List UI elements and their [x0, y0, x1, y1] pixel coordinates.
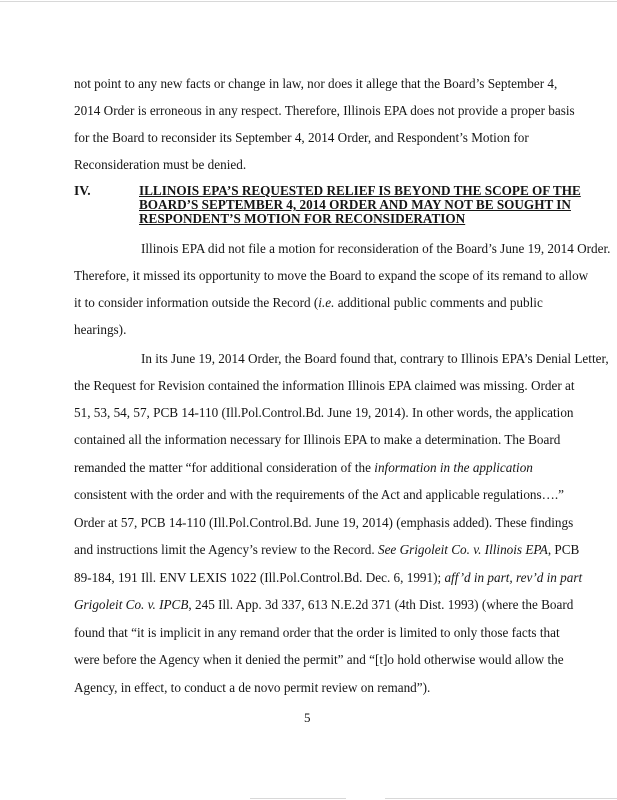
paragraph-3-line-1: In its June 19, 2014 Order, the Board found that, contrary to Illinois EPA’s Denial Letter,	[141, 351, 609, 366]
section-number: IV.	[74, 183, 91, 198]
paragraph-1-line-2: 2014 Order is erroneous in any respect. Therefore, Illinois EPA does not provide a proper basis	[74, 103, 575, 118]
paragraph-3-line-12: were before the Agency when it denied the permit” and “[t]o hold otherwise would allow the	[74, 652, 564, 667]
paragraph-3-line-6: consistent with the order and with the requirements of the Act and applicable regulations….”	[74, 487, 564, 502]
paragraph-3-line-5-italic: information in the application	[374, 460, 533, 475]
paragraph-3-line-7: Order at 57, PCB 14-110 (Ill.Pol.Control.Bd. June 19, 2014) (emphasis added). These findings	[74, 515, 574, 530]
paragraph-3-line-2: the Request for Revision contained the information Illinois EPA claimed was missing. Order at	[74, 378, 575, 393]
paragraph-3-line-9-before: 89-184, 191 Ill. ENV LEXIS 1022 (Ill.Pol.Control.Bd. Dec. 6, 1991);	[74, 570, 445, 585]
paragraph-1-line-4: Reconsideration must be denied.	[74, 157, 247, 172]
paragraph-2-line-3	[74, 296, 543, 309]
paragraph-3-line-8-italic: See Grigoleit Co. v. Illinois EPA	[377, 542, 548, 557]
paragraph-3-line-5	[74, 461, 533, 474]
bottom-scan-line-left	[250, 798, 346, 799]
paragraph-1-line-1: not point to any new facts or change in law, nor does it allege that the Board’s September 4,	[74, 76, 558, 91]
paragraph-3-line-10-after: , 245 Ill. App. 3d 337, 613 N.E.2d 371 (4th Dist. 1993) (where the Board	[188, 597, 574, 612]
paragraph-3-line-8-after: , PCB	[547, 542, 580, 557]
paragraph-3-line-4: contained all the information necessary for Illinois EPA to make a determination. The Board	[74, 432, 561, 447]
paragraph-3-line-11: found that “it is implicit in any remand order that the order is limited to only those facts that	[74, 625, 560, 640]
paragraph-2-line-1: Illinois EPA did not file a motion for reconsideration of the Board’s June 19, 2014 Order.	[141, 241, 611, 256]
paragraph-2-line-2: Therefore, it missed its opportunity to move the Board to expand the scope of its remand to allow	[74, 268, 589, 283]
paragraph-3-line-3: 51, 53, 54, 57, PCB 14-110 (Ill.Pol.Control.Bd. June 19, 2014). In other words, the application	[74, 405, 574, 420]
paragraph-3-line-8	[74, 543, 579, 556]
paragraph-3-line-10	[74, 598, 573, 611]
section-heading-line-3: RESPONDENT’S MOTION FOR RECONSIDERATION	[139, 211, 466, 226]
paragraph-3-line-8-before: and instructions limit the Agency’s review to the Record.	[74, 542, 378, 557]
paragraph-3-line-10-italic: Grigoleit Co. v. IPCB	[74, 597, 189, 612]
page-number: 5	[304, 710, 311, 725]
bottom-scan-line-right	[385, 798, 617, 799]
paragraph-1-line-3: for the Board to reconsider its September 4, 2014 Order, and Respondent’s Motion for	[74, 130, 529, 145]
paragraph-2-line-3-after: additional public comments and public	[334, 295, 543, 310]
top-scan-line	[0, 1, 617, 2]
paragraph-3-line-13: Agency, in effect, to conduct a de novo permit review on remand”).	[74, 680, 431, 695]
paragraph-3-line-9	[74, 571, 582, 584]
paragraph-3-line-5-before: remanded the matter “for additional consideration of the	[74, 460, 375, 475]
paragraph-2-line-3-italic: i.e.	[318, 295, 335, 310]
paragraph-3-line-9-italic: aff’d in part, rev’d in part	[444, 570, 583, 585]
section-heading-line-1: ILLINOIS EPA’S REQUESTED RELIEF IS BEYOND THE SCOPE OF THE	[139, 183, 581, 198]
paragraph-2-line-4: hearings).	[74, 322, 127, 337]
paragraph-2-line-3-before: it to consider information outside the Record (	[74, 295, 319, 310]
section-heading-line-2: BOARD’S SEPTEMBER 4, 2014 ORDER AND MAY NOT BE SOUGHT IN	[139, 197, 571, 212]
